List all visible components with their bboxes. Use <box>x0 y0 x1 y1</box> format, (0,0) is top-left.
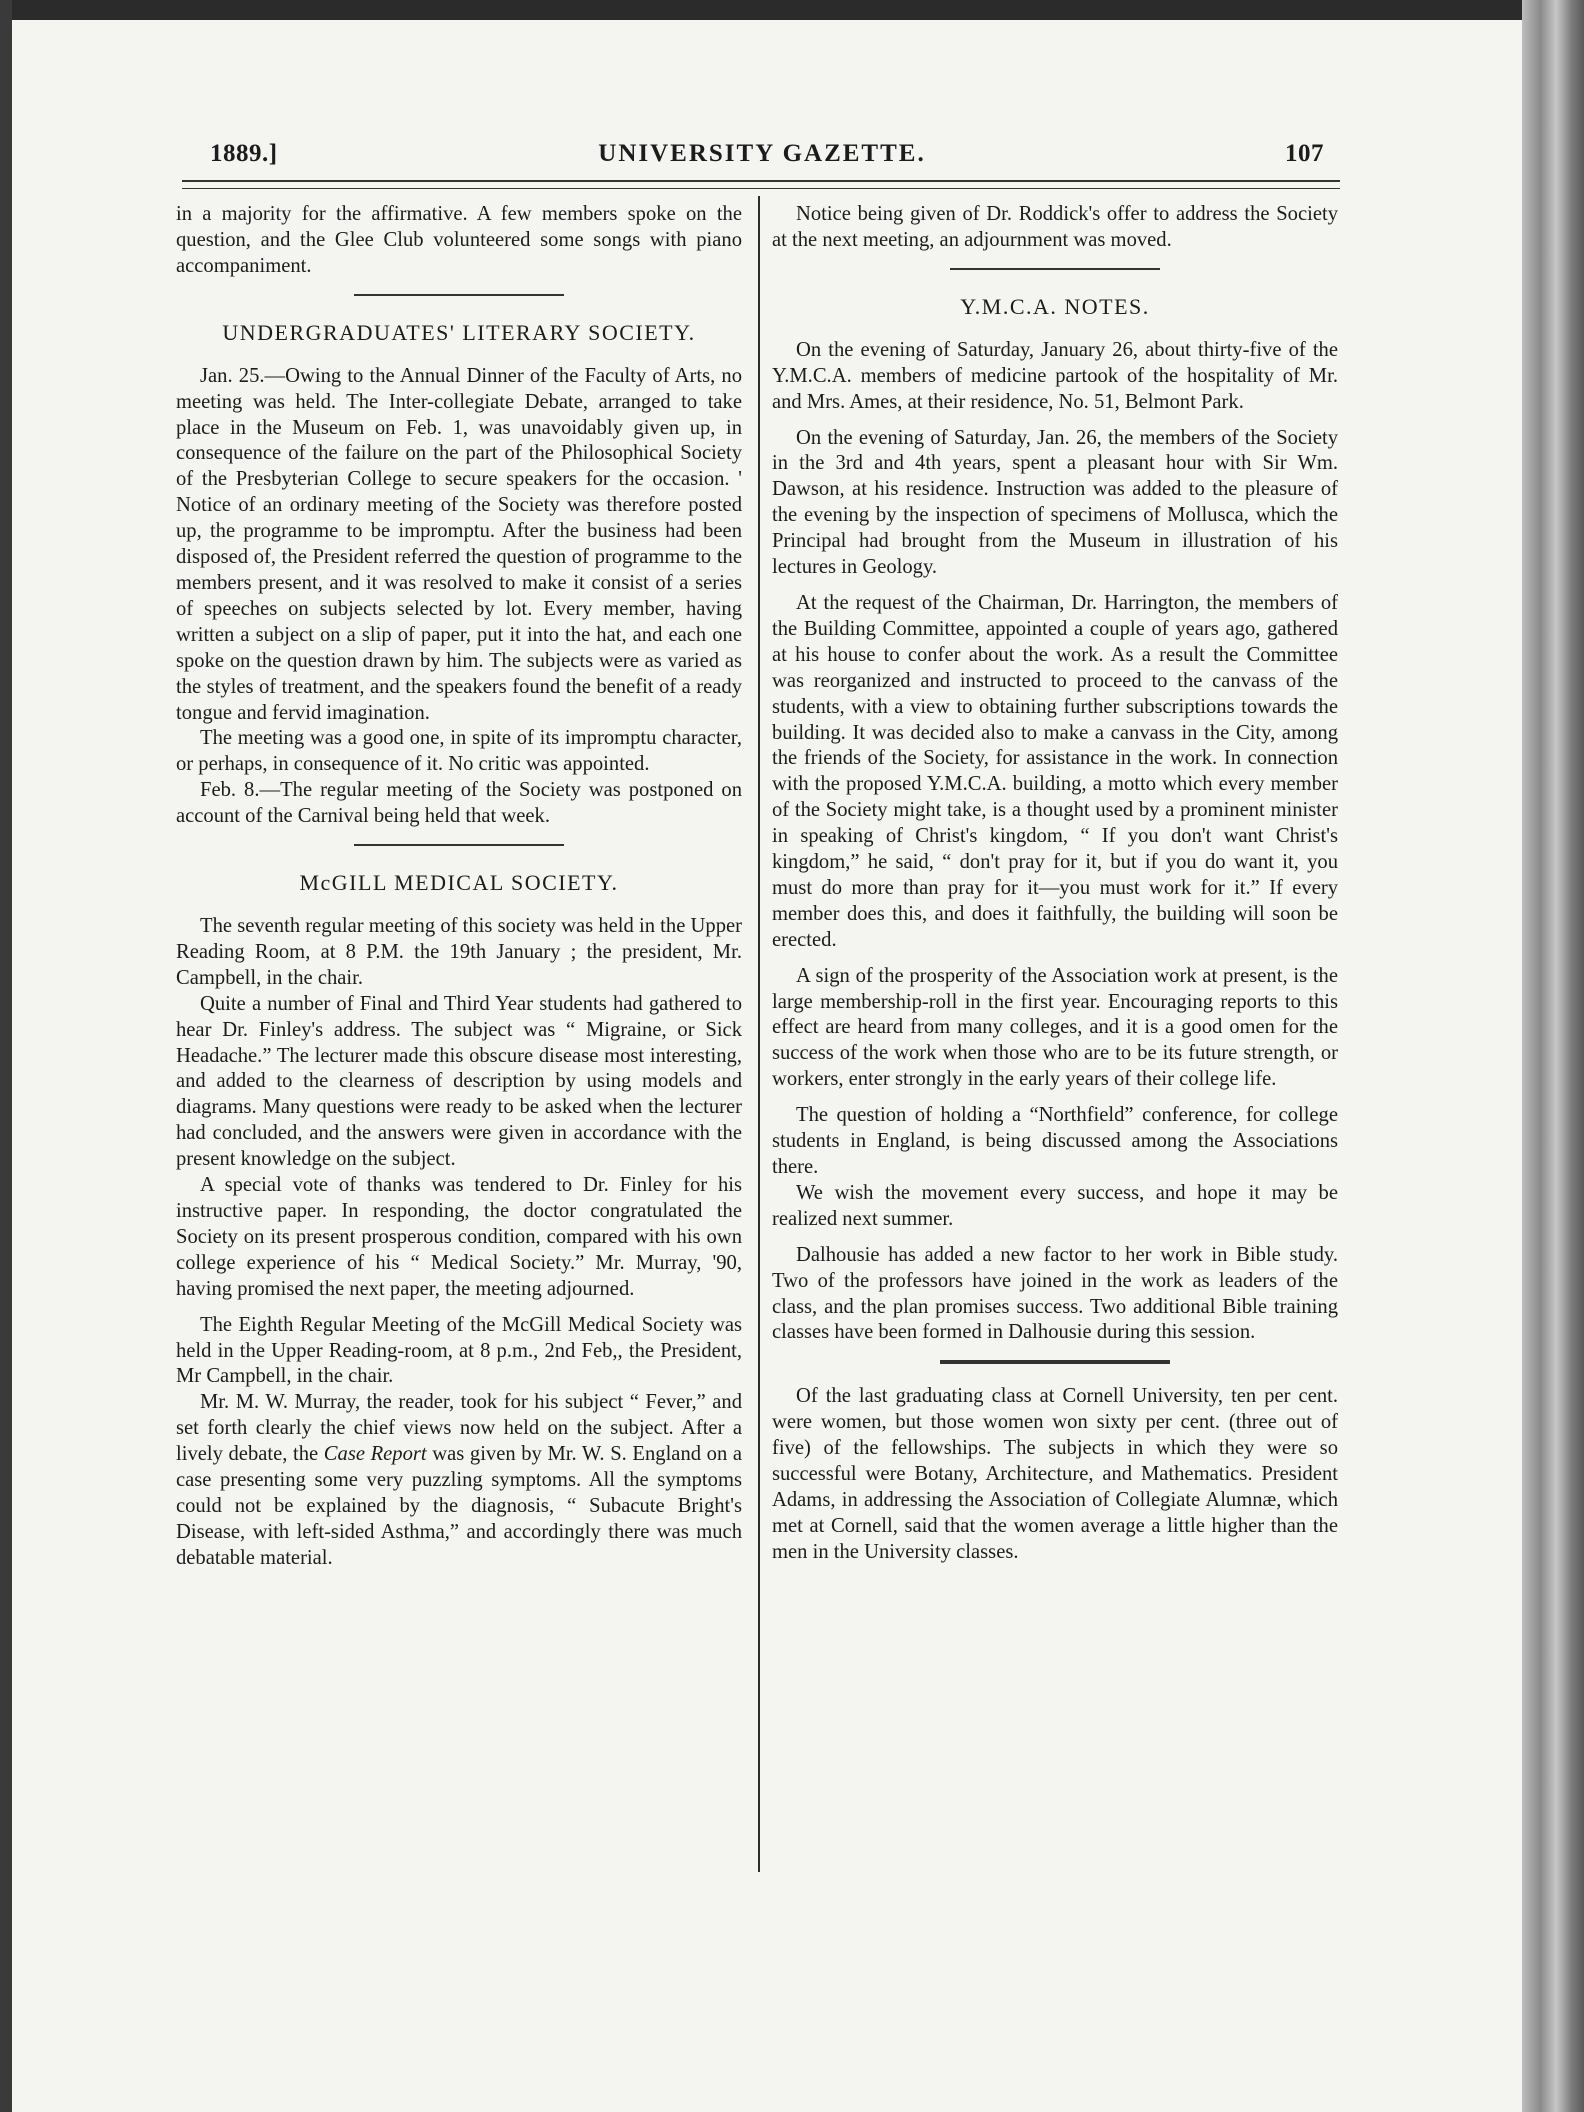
ugls-heading: UNDERGRADUATES' LITERARY SOCIETY. <box>222 319 696 345</box>
medical-paragraph-4: The Eighth Regular Meeting of the McGill Medical Society was held in the Upper Reading-room, at 8 p.m., 2nd Feb,, the President, Mr Campbell, in the chair. <box>176 1313 742 1388</box>
section-separator-thick <box>940 1360 1170 1364</box>
book-spine <box>1522 0 1584 2112</box>
header-double-rule <box>182 180 1340 189</box>
ymca-paragraph-1: On the evening of Saturday, January 26, about thirty-five of the Y.M.C.A. members of medicine partook of the hospitality of Mr. and Mrs. Ames, at their residence, No. 51, Belmont Park. <box>772 338 1338 413</box>
medical-paragraph-1: The seventh regular meeting of this society was held in the Upper Reading Room, at 8 P.M. the 19th January ; the president, Mr. Campbell, in the chair. <box>176 915 742 989</box>
case-report-italic: Case Report <box>323 1443 427 1466</box>
medical-p5-text-b: was given by Mr. W. S. England on a case presenting some very puzzling symptoms. All the symptoms could not be explained by the diagnosis, “ Subacute Bright's Disease, with left-sided Asthma,” and accordingly there was much debatable material. <box>176 1443 742 1569</box>
header-year: 1889.] <box>210 140 278 167</box>
section-separator <box>354 844 564 846</box>
left-intro-paragraph: in a majority for the affirmative. A few members spoke on the question, and the Glee Club volunteered some songs with piano accompaniment. <box>176 203 742 277</box>
scan-top-border <box>0 0 1584 20</box>
column-divider <box>758 196 760 1872</box>
ymca-paragraph-4: A sign of the prosperity of the Association work at present, is the large membership-roll in the first year. Encouraging reports to this effect are heard from many colleges, and it is a good omen for the success of the work when those who are to be its future strength, or workers, enter strongly in the early years of their college life. <box>772 964 1338 1091</box>
ymca-paragraph-2: On the evening of Saturday, Jan. 26, the members of the Society in the 3rd and 4th years, spent a pleasant hour with Sir Wm. Dawson, at his residence. Instruction was added to the pleasure of the evening by the inspection of specimens of Mollusca, which the Principal had brought from the Museum in illustration of his lectures in Geology. <box>772 426 1338 579</box>
ymca-paragraph-6: We wish the movement every success, and hope it may be realized next summer. <box>772 1181 1338 1230</box>
ugls-paragraph-3: Feb. 8.—The regular meeting of the Society was postponed on account of the Carnival being held that week. <box>176 779 742 828</box>
header-title: UNIVERSITY GAZETTE. <box>598 140 926 167</box>
section-separator <box>950 268 1160 270</box>
ugls-paragraph-1: Jan. 25.—Owing to the Annual Dinner of the Faculty of Arts, no meeting was held. The Inter-collegiate Debate, arranged to take place in the Museum on Feb. 1, was unavoidably given up, in consequence of the failure on the part of the Philosophical Society of the Presbyterian College to secure speakers for the occasion. ' Notice of an ordinary meeting of the Society was therefore posted up, the programme to be impromptu. After the business had been disposed of, the President referred the question of programme to the members present, and it was resolved to make it consist of a series of speeches on subjects selected by lot. Every member, having written a subject on a slip of paper, put it into the hat, and each one spoke on the question drawn by him. The subjects were as varied as the styles of treatment, and the speakers found the benefit of a ready tongue and fervid imagination. <box>176 364 742 724</box>
right-intro-paragraph: Notice being given of Dr. Roddick's offer to address the Society at the next meeting, an adjournment was moved. <box>772 203 1338 251</box>
medical-heading: McGILL MEDICAL SOCIETY. <box>299 870 619 896</box>
ymca-paragraph-5: The question of holding a “Northfield” conference, for college students in England, is being discussed among the Associations there. <box>772 1104 1338 1178</box>
ugls-paragraph-2: The meeting was a good one, in spite of its impromptu character, or perhaps, in consequence of it. No critic was appointed. <box>176 727 742 776</box>
ymca-heading: Y.M.C.A. NOTES. <box>960 293 1150 319</box>
page-number: 107 <box>1285 140 1324 167</box>
medical-paragraph-3: A special vote of thanks was tendered to Dr. Finley for his instructive paper. In responding, the doctor congratulated the Society on its present prosperous condition, compared with his own college experience of his “ Medical Society.” Mr. Murray, '90, having promised the next paper, the meeting adjourned. <box>176 1174 742 1300</box>
medical-paragraph-5 <box>176 1390 742 1571</box>
cornell-paragraph: Of the last graduating class at Cornell University, ten per cent. were women, but those women won sixty per cent. (three out of five) of the fellowships. The subjects in which they were so successful were Botany, Architecture, and Mathematics. President Adams, in addressing the Association of Collegiate Alumnæ, which met at Cornell, said that the women average a little higher than the men in the University classes. <box>772 1385 1338 1563</box>
medical-p5-text-a: Mr. M. W. Murray, the reader, took for his subject “ Fever,” and set forth clearly the chief views now held on the subject. After a lively debate, the <box>176 1391 742 1466</box>
ymca-paragraph-7: Dalhousie has added a new factor to her work in Bible study. Two of the professors have joined in the work as leaders of the class, and the plan promises success. Two additional Bible training classes have been formed in Dalhousie during this session. <box>772 1243 1338 1344</box>
ymca-paragraph-3: At the request of the Chairman, Dr. Harrington, the members of the Building Committee, appointed a couple of years ago, gathered at his house to confer about the work. As a result the Committee was reorganized and instructed to proceed to the canvass of the students, with a view to obtaining further subscriptions towards the building. It was decided also to make a canvass in the City, among the friends of the Society, for assistance in the work. In connection with the proposed Y.M.C.A. building, a motto which every member of the Society might take, is a thought used by a prominent minister in speaking of Christ's kingdom, “ If you don't want Christ's kingdom,” he said, “ don't pray for it, but if you do want it, you must do more than pray for it—you must work for it.” If every member does this, and does it faithfully, the building will soon be erected. <box>772 591 1338 951</box>
running-header <box>200 140 1324 176</box>
scan-left-border <box>0 0 12 2112</box>
right-column <box>772 202 1338 1566</box>
section-separator <box>354 294 564 296</box>
left-column <box>176 202 742 1572</box>
medical-paragraph-2: Quite a number of Final and Third Year students had gathered to hear Dr. Finley's address. The subject was “ Migraine, or Sick Headache.” The lecturer made this obscure disease most interesting, and added to the clearness of description by using models and diagrams. Many questions were ready to be asked when the lecturer had concluded, and the answers were given in accordance with the present knowledge on the subject. <box>176 992 742 1171</box>
